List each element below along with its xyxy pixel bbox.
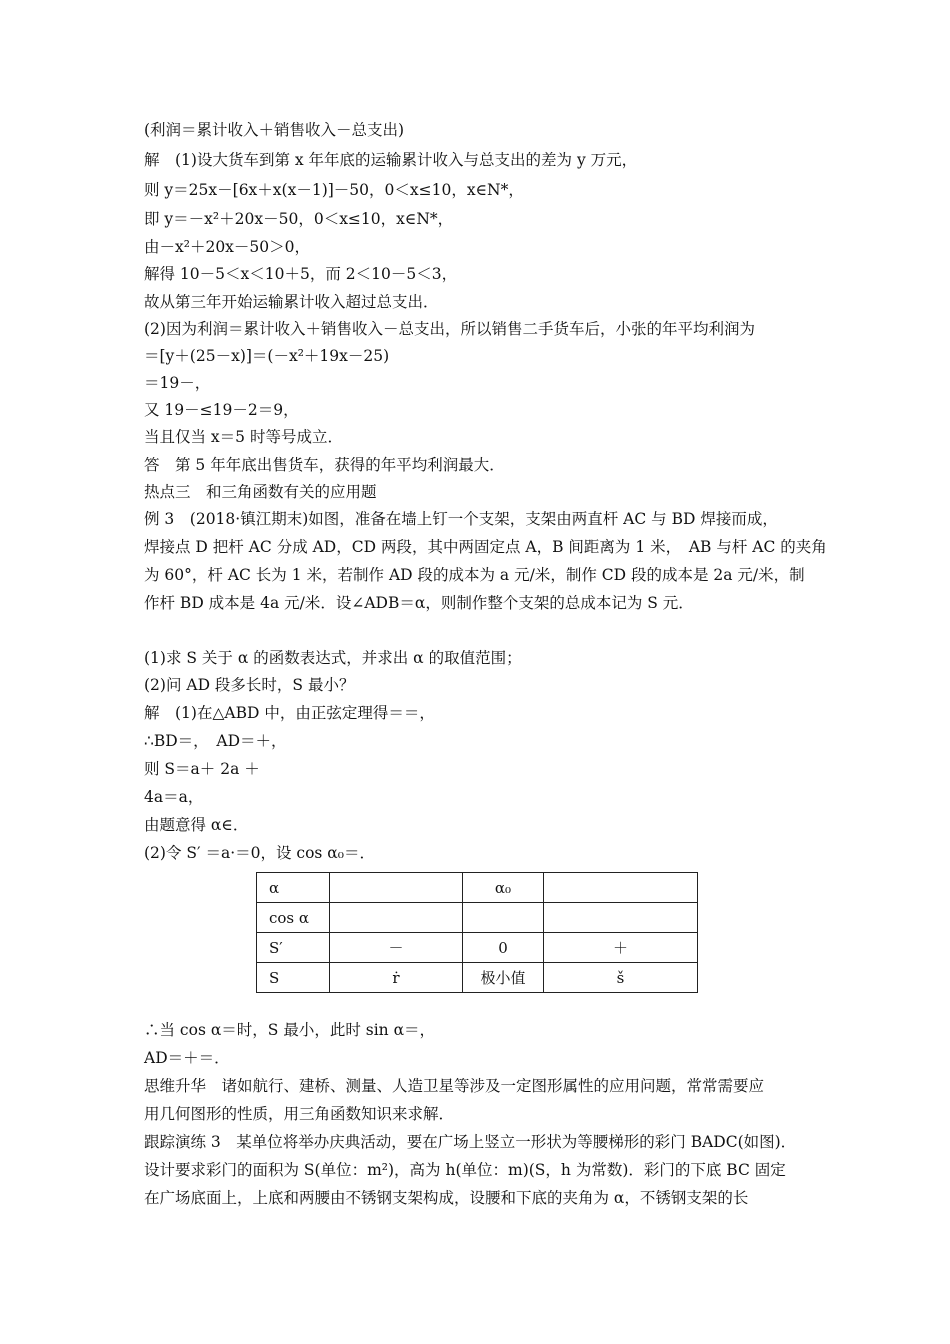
text-line: (2)令 S′ ＝a·＝0，设 cos α₀＝．: [144, 844, 375, 862]
table-cell: α: [257, 873, 330, 903]
table-cell: [330, 903, 463, 933]
table-cell: S′: [257, 933, 330, 963]
sign-table: [256, 872, 698, 993]
table-cell: š: [544, 963, 698, 993]
text-line: (1)求 S 关于 α 的函数表达式，并求出 α 的取值范围；: [144, 649, 522, 667]
text-line: 由题意得 α∈．: [144, 816, 249, 834]
text-line: 当且仅当 x＝5 时等号成立．: [144, 428, 343, 446]
text-line: 则 y＝25x－[6x＋x(x－1)]－50，0＜x≤10，x∈N*，: [144, 181, 524, 199]
text-line: 又 19－≤19－2＝9，: [144, 401, 299, 419]
text-line: ＝[y＋(25－x)]＝(－x²＋19x－25): [144, 347, 390, 365]
table-row: [257, 933, 698, 963]
text-line: (利润＝累计收入＋销售收入－总支出): [144, 121, 405, 139]
text-line: (2)问 AD 段多长时，S 最小？: [144, 676, 355, 694]
text-line: ∴当 cos α＝时，S 最小，此时 sin α＝，: [144, 1021, 436, 1039]
text-line: 则 S＝a＋ 2a ＋: [144, 760, 260, 778]
text-line: 在广场底面上，上底和两腰由不锈钢支架构成，设腰和下底的夹角为 α，不锈钢支架的长: [144, 1189, 749, 1207]
table-cell: [544, 873, 698, 903]
table-row: [257, 903, 698, 933]
text-line: 由－x²＋20x－50＞0，: [144, 238, 311, 256]
table-cell: α₀: [463, 873, 544, 903]
text-line: AD＝＋＝．: [144, 1049, 230, 1067]
text-line: 解 (1)设大货车到第 x 年年底的运输累计收入与总支出的差为 y 万元，: [144, 151, 638, 169]
text-line: 例 3 (2018·镇江期末)如图，准备在墙上钉一个支架，支架由两直杆 AC 与 BD 焊接而成，: [144, 510, 778, 528]
table-cell: [544, 903, 698, 933]
table-cell: 0: [463, 933, 544, 963]
text-line: 4a＝a，: [144, 788, 204, 806]
text-line: ∴BD＝， AD＝＋，: [144, 732, 287, 750]
table-cell: cos α: [257, 903, 330, 933]
section-heading: 热点三 和三角函数有关的应用题: [144, 483, 377, 501]
text-line: 解得 10－5＜x＜10＋5，而 2＜10－5＜3，: [144, 265, 458, 283]
table-cell: S: [257, 963, 330, 993]
table-cell: ＋: [544, 933, 698, 963]
text-line: 即 y＝－x²＋20x－50，0＜x≤10，x∈N*，: [144, 210, 454, 228]
text-line: ＝19－，: [144, 374, 211, 392]
text-line: 答 第 5 年年底出售货车，获得的年平均利润最大．: [144, 456, 505, 474]
table-cell: ṙ: [330, 963, 463, 993]
table-row: [257, 873, 698, 903]
text-line: 设计要求彩门的面积为 S(单位：m²)，高为 h(单位：m)(S，h 为常数)．彩门的下底 BC 固定: [144, 1161, 786, 1179]
text-line: 用几何图形的性质，用三角函数知识来求解．: [144, 1105, 455, 1123]
text-line: 焊接点 D 把杆 AC 分成 AD，CD 两段，其中两固定点 A，B 间距离为 1 米， AB 与杆 AC 的夹角: [144, 538, 827, 556]
text-line: 为 60°，杆 AC 长为 1 米，若制作 AD 段的成本为 a 元/米，制作 CD 段的成本是 2a 元/米，制: [144, 566, 805, 584]
table-cell: [463, 903, 544, 933]
text-line: 解 (1)在△ABD 中，由正弦定理得＝＝，: [144, 704, 435, 722]
table-row: [257, 963, 698, 993]
text-line: 故从第三年开始运输累计收入超过总支出．: [144, 293, 439, 311]
text-line: 跟踪演练 3 某单位将举办庆典活动，要在广场上竖立一形状为等腰梯形的彩门 BADC(如图)．: [144, 1133, 797, 1151]
text-line: 作杆 BD 成本是 4a 元/米．设∠ADB＝α，则制作整个支架的总成本记为 S 元．: [144, 594, 694, 612]
text-line: 思维升华 诸如航行、建桥、测量、人造卫星等涉及一定图形属性的应用问题，常常需要应: [144, 1077, 765, 1095]
text-line: (2)因为利润＝累计收入＋销售收入－总支出，所以销售二手货车后，小张的年平均利润为: [144, 320, 755, 338]
table-cell: [330, 873, 463, 903]
table-cell: －: [330, 933, 463, 963]
table-cell: 极小值: [463, 963, 544, 993]
